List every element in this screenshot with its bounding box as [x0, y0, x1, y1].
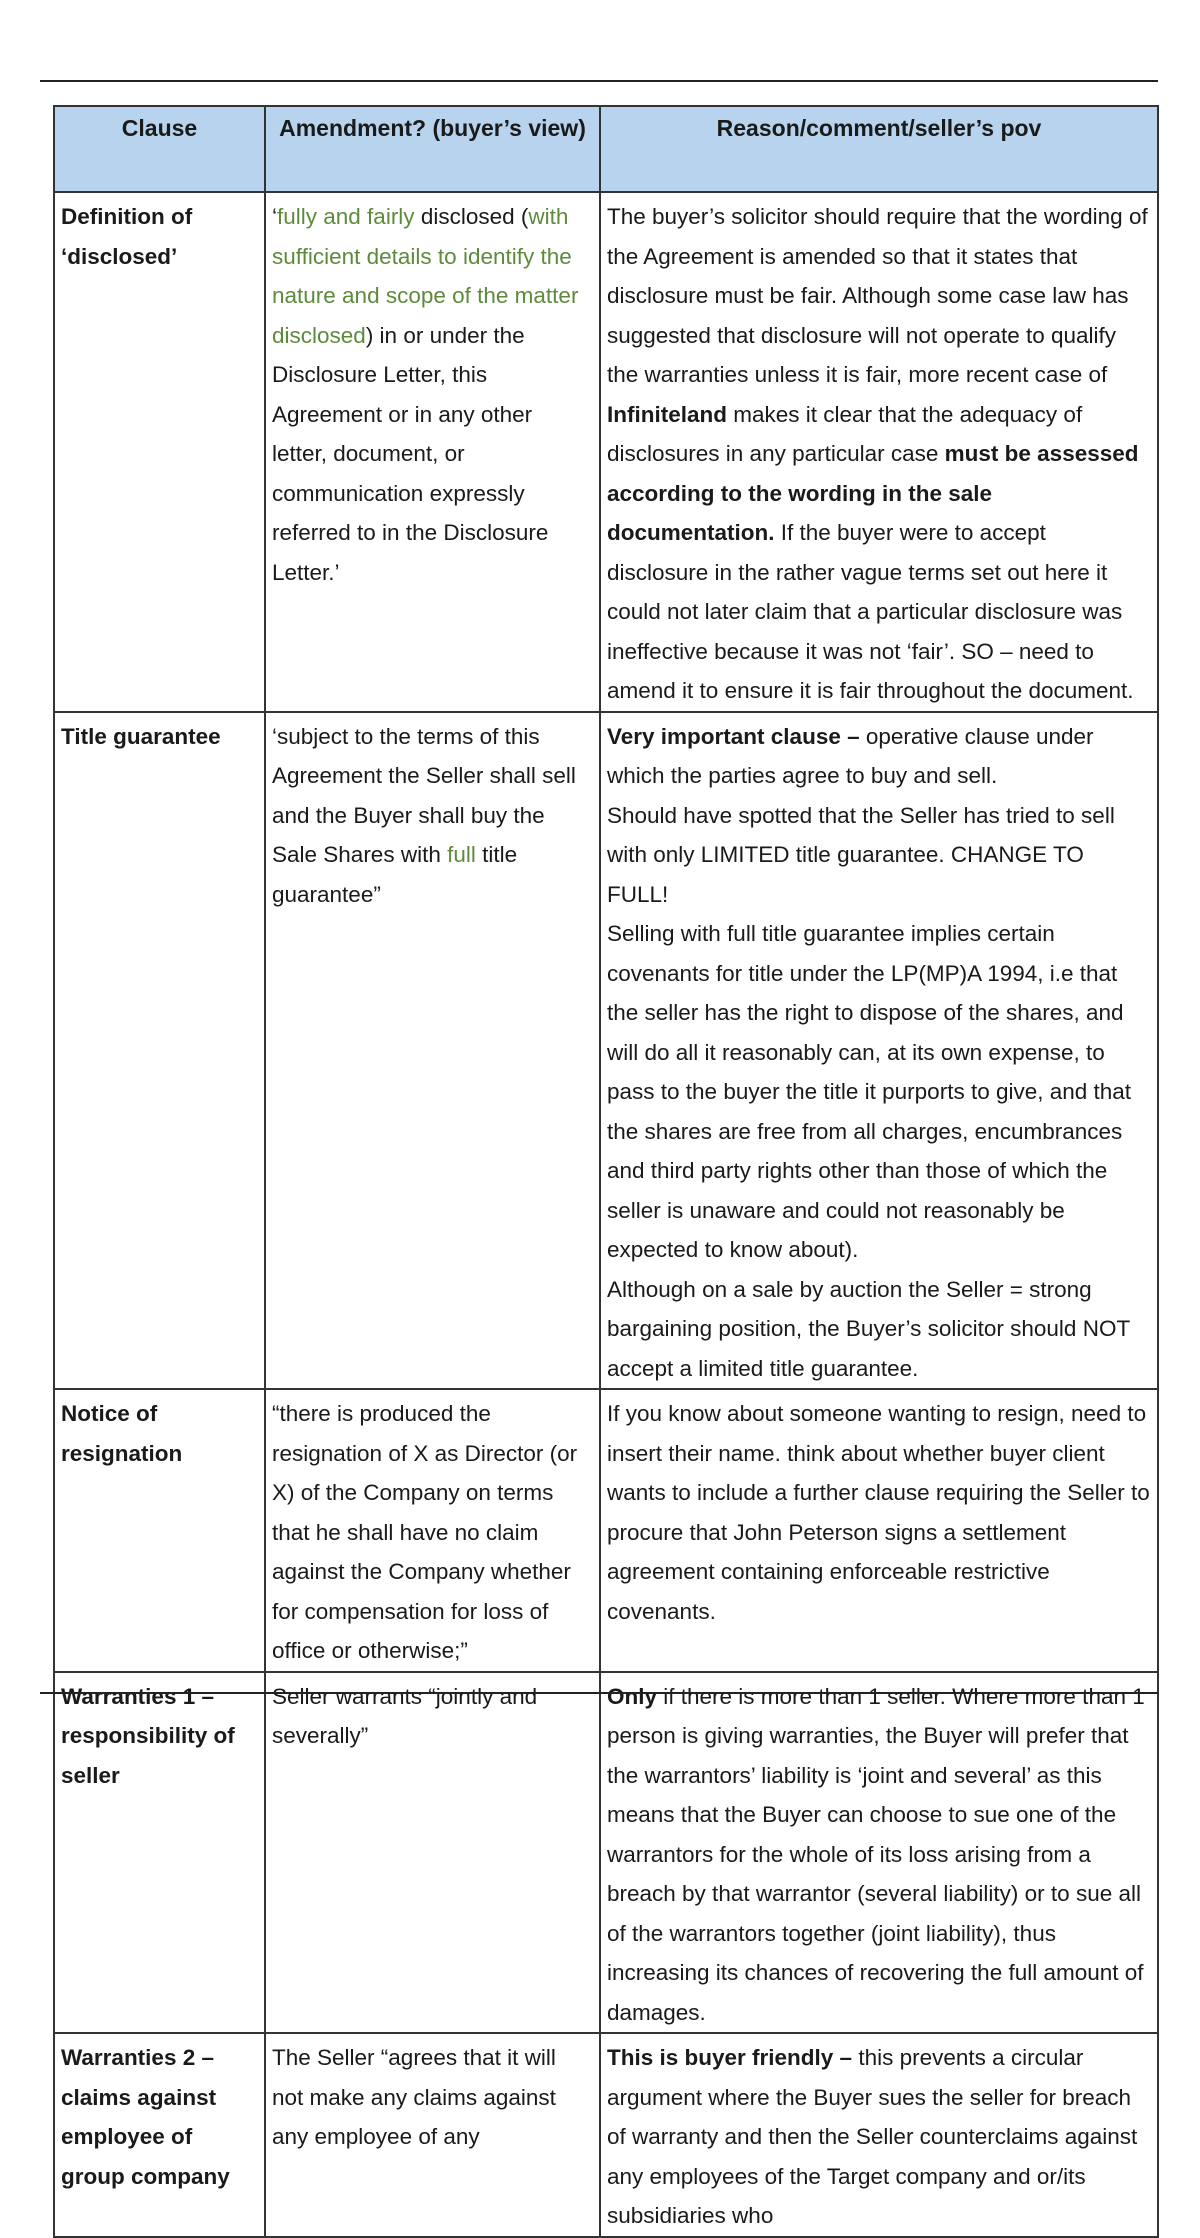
- amendment-text: ‘subject to the terms of this Agreement the Seller shall sell and the Buyer shall buy the Sale Shares with: [272, 723, 576, 867]
- reason-paragraph: Although on a sale by auction the Seller = strong bargaining position, the Buyer’s solicitor should NOT accept a limited title guarantee.: [607, 1276, 1130, 1381]
- header-amendment: Amendment? (buyer’s view): [265, 106, 600, 192]
- amendment-green-text: fully and fairly: [277, 204, 415, 229]
- bottom-rule: [40, 1692, 1158, 1694]
- reason-bold-text: must be assessed according to the wording in the sale documentation.: [607, 441, 1139, 545]
- reason-cell: [600, 2033, 1158, 2237]
- reason-cell: If you know about someone wanting to resign, need to insert their name. think about whether buyer client wants to include a further clause requiring the Seller to procure that John Peterson signs a settlement agreement containing enforceable restrictive covenants.: [600, 1389, 1158, 1672]
- reason-paragraph: Should have spotted that the Seller has tried to sell with only LIMITED title guarantee. CHANGE TO FULL!: [607, 802, 1115, 907]
- clause-cell: Definition of ‘disclosed’: [54, 192, 265, 712]
- reason-bold-text: Infiniteland: [607, 401, 727, 427]
- reason-bold-text: Very important clause –: [607, 723, 860, 749]
- reason-text: The buyer’s solicitor should require that the wording of the Agreement is amended so that it states that disclosure must be fair. Although some case law has suggested that disclosure will not operate to qualify the warranties unless it is fair, more recent case of: [607, 204, 1148, 387]
- amendment-text: ) in or under the Disclosure Letter, this Agreement or in any other letter, document, or communication expressly referred to in the Disclosure Letter.’: [272, 322, 549, 585]
- table-row: [54, 1672, 1158, 2034]
- top-rule: [40, 80, 1158, 82]
- clause-cell: Warranties 1 – responsibility of seller: [54, 1672, 265, 2034]
- amendment-cell: [265, 192, 600, 712]
- reason-cell: [600, 1672, 1158, 2034]
- reason-paragraph: [607, 717, 1151, 796]
- clause-table: [53, 105, 1159, 2238]
- amendment-text: title guarantee”: [272, 842, 518, 907]
- amendment-cell: [265, 712, 600, 1390]
- reason-paragraph: Selling with full title guarantee implies certain covenants for title under the LP(MP)A 1994, i.e that the seller has the right to dispose of the shares, and will do all it reasonably can, at its own expense, to pass to the buyer the title it purports to give, and that the shares are free from all charges, encumbrances and third party rights other than those of which the seller is unaware and could not reasonably be expected to know about).: [607, 921, 1132, 1262]
- amendment-green-text: with sufficient details to identify the nature and scope of the matter disclosed: [272, 204, 579, 348]
- reason-bold-text: This is buyer friendly –: [607, 2045, 853, 2070]
- reason-cell: [600, 192, 1158, 712]
- table-header-row: [54, 106, 1158, 192]
- header-reason: Reason/comment/seller’s pov: [600, 106, 1158, 192]
- table-row: [54, 2033, 1158, 2237]
- header-clause: Clause: [54, 106, 265, 192]
- amendment-text: ‘: [272, 204, 277, 229]
- amendment-text: disclosed (: [414, 204, 529, 229]
- reason-cell: [600, 712, 1158, 1390]
- clause-cell: Warranties 2 – claims against employee of group company: [54, 2033, 265, 2237]
- reason-text: this prevents a circular argument where the Buyer sues the seller for breach of warranty and then the Seller counterclaims against any employees of the Target company and or/its subsidiaries who: [607, 2045, 1138, 2228]
- table-row: [54, 192, 1158, 712]
- table-row: [54, 1389, 1158, 1672]
- amendment-cell: Seller warrants “jointly and severally”: [265, 1672, 600, 2034]
- reason-text: If the buyer were to accept disclosure in the rather vague terms set out here it could not later claim that a particular disclosure was ineffective because it was not ‘fair’. SO – need to amend it to ensure it is fair throughout the document.: [607, 520, 1134, 703]
- table-row: [54, 712, 1158, 1390]
- amendment-cell: The Seller “agrees that it will not make any claims against any employee of any: [265, 2033, 600, 2237]
- reason-text: makes it clear that the adequacy of disclosures in any particular case: [607, 401, 1083, 466]
- amendment-green-text: full: [447, 842, 476, 867]
- clause-cell: Notice of resignation: [54, 1389, 265, 1672]
- amendment-cell: “there is produced the resignation of X as Director (or X) of the Company on terms that he shall have no claim against the Company whether for compensation for loss of office or otherwise;”: [265, 1389, 600, 1672]
- reason-text: if there is more than 1 seller. Where more than 1 person is giving warranties, the Buyer will prefer that the warrantors’ liability is ‘joint and several’ as this means that the Buyer can choose to sue one of the warrantors for the whole of its loss arising from a breach by that warrantor (several liability) or to sue all of the warrantors together (joint liability), thus increasing its chances of recovering the full amount of damages.: [607, 1683, 1145, 2025]
- reason-bold-text: Only: [607, 1683, 658, 1709]
- reason-text: operative clause under which the parties agree to buy and sell.: [607, 723, 1094, 788]
- clause-cell: Title guarantee: [54, 712, 265, 1390]
